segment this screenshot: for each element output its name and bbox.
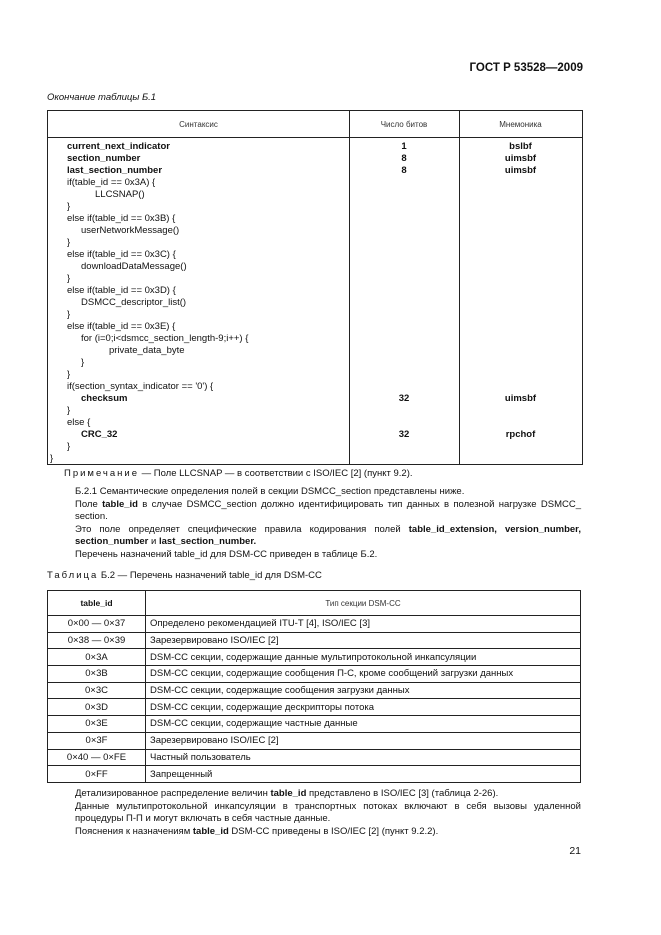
syntax-code: current_next_indicator xyxy=(67,141,170,152)
table-id-cell: 0×FF xyxy=(48,766,146,783)
header-syntax: Синтаксис xyxy=(179,120,218,129)
table-header-row xyxy=(48,591,581,616)
syntax-row xyxy=(48,309,582,321)
table-row xyxy=(48,682,581,699)
mnemonic: uimsbf xyxy=(504,393,537,404)
syntax-row xyxy=(48,153,582,165)
text: и xyxy=(148,536,159,547)
bit-count: 8 xyxy=(401,165,407,176)
syntax-code: downloadDataMessage() xyxy=(81,261,187,272)
text: Пояснения к назначениям xyxy=(75,825,193,837)
syntax-row xyxy=(48,237,582,249)
table-id-cell: 0×3F xyxy=(48,732,146,749)
section-type-cell: DSM-CC секции, содержащие дескрипторы потока xyxy=(146,699,581,716)
text: Поле xyxy=(75,498,103,510)
syntax-row xyxy=(48,285,582,297)
text: в случае DSMCC_section должно идентифицировать тип данных в полезной нагрузке DSMCC_ section. xyxy=(75,498,581,522)
syntax-row xyxy=(48,441,582,453)
syntax-row xyxy=(48,381,582,393)
syntax-code: } xyxy=(67,369,71,380)
paragraph-line xyxy=(47,826,581,839)
table-row xyxy=(48,749,581,766)
footer-paragraphs xyxy=(47,788,581,838)
syntax-code: else if(table_id == 0x3B) { xyxy=(67,213,176,224)
section-type-cell: DSM-CC секции, содержащие сообщения П-С, кроме сообщений загрузки данных xyxy=(146,666,581,683)
syntax-code: } xyxy=(67,309,71,320)
table-row xyxy=(48,632,581,649)
table-row xyxy=(48,666,581,683)
section-type-cell: Определено рекомендацией ITU-T [4], ISO/IEC [3] xyxy=(146,616,581,633)
header-divider xyxy=(48,137,582,138)
text: Это поле определяет специфические правила кодирования полей xyxy=(75,523,409,535)
standard-header: ГОСТ Р 53528—2009 xyxy=(469,62,583,74)
table-id-assignments xyxy=(47,590,581,783)
table-id-cell: 0×3B xyxy=(48,666,146,683)
bit-count: 32 xyxy=(398,429,410,440)
note-label: Примечание xyxy=(64,468,139,479)
section-type-cell: Зарезервировано ISO/IEC [2] xyxy=(146,632,581,649)
syntax-row xyxy=(48,249,582,261)
syntax-code: } xyxy=(67,405,71,416)
syntax-row xyxy=(48,297,582,309)
syntax-code: else { xyxy=(67,417,91,428)
syntax-code: else if(table_id == 0x3C) { xyxy=(67,249,176,260)
syntax-row xyxy=(48,321,582,333)
table1-caption: Окончание таблицы Б.1 xyxy=(47,92,157,103)
text-bold: table_id xyxy=(102,498,138,510)
section-type-cell: Запрещенный xyxy=(146,766,581,783)
syntax-code: last_section_number xyxy=(67,165,163,176)
paragraph-line: Б.2.1 Семантические определения полей в секции DSMCC_section представлены ниже. xyxy=(75,486,465,497)
paragraph-line: Данные мультипротокольной инкапсуляции в транспортных потоках включают в себя вызовы удаленной процедуры П-П и могут включать в себя частные данные. xyxy=(75,800,581,824)
syntax-row xyxy=(48,429,582,441)
syntax-code: for (i=0;i<dsmcc_section_length-9;i++) { xyxy=(81,333,249,344)
table-note xyxy=(64,468,413,479)
syntax-code: } xyxy=(50,453,54,464)
table-id-cell: 0×3E xyxy=(48,716,146,733)
caption-label: Таблица xyxy=(47,570,99,581)
syntax-row xyxy=(48,333,582,345)
header-table-id: table_id xyxy=(48,591,146,616)
mnemonic: rpchof xyxy=(505,429,536,440)
syntax-row xyxy=(48,165,582,177)
syntax-code: private_data_byte xyxy=(109,345,185,356)
paragraph-line xyxy=(47,499,581,524)
syntax-code: } xyxy=(67,441,71,452)
note-text: — Поле LLCSNAP — в соответствии с ISO/IEC [2] (пункт 9.2). xyxy=(139,468,413,479)
syntax-row xyxy=(48,417,582,429)
syntax-row xyxy=(48,273,582,285)
table-row xyxy=(48,616,581,633)
bit-count: 8 xyxy=(401,153,407,164)
table-id-cell: 0×40 — 0×FE xyxy=(48,749,146,766)
syntax-row xyxy=(48,141,582,153)
syntax-code: } xyxy=(81,357,85,368)
table-id-cell: 0×3A xyxy=(48,649,146,666)
section-type-cell: DSM-CC секции, содержащие сообщения загрузки данных xyxy=(146,682,581,699)
header-section-type: Тип секции DSM-CC xyxy=(146,591,581,616)
syntax-row xyxy=(48,261,582,273)
text: Детализированное распределение величин xyxy=(75,788,271,799)
syntax-table xyxy=(47,110,583,465)
text-bold: table_id xyxy=(192,825,229,837)
text-bold: last_section_number. xyxy=(158,536,257,547)
syntax-code: DSMCC_descriptor_list() xyxy=(81,297,187,308)
text-bold: table_id_extension, version_number, section_number xyxy=(75,523,581,547)
syntax-row xyxy=(48,345,582,357)
syntax-row xyxy=(48,225,582,237)
table-row xyxy=(48,766,581,783)
table-id-cell: 0×00 — 0×37 xyxy=(48,616,146,633)
table-id-cell: 0×38 — 0×39 xyxy=(48,632,146,649)
syntax-code: LLCSNAP() xyxy=(95,189,145,200)
text: представлено в ISO/IEC [3] (таблица 2-26). xyxy=(306,788,499,799)
syntax-code: if(table_id == 0x3A) { xyxy=(67,177,156,188)
table-row xyxy=(48,716,581,733)
syntax-row xyxy=(48,393,582,405)
mnemonic: uimsbf xyxy=(504,165,537,176)
text: DSM-CC приведены в ISO/IEC [2] (пункт 9.2.2). xyxy=(228,825,439,837)
syntax-row xyxy=(48,453,582,465)
page-number: 21 xyxy=(569,845,581,857)
mnemonic: uimsbf xyxy=(504,153,537,164)
table2-caption xyxy=(47,570,322,581)
header-bits: Число битов xyxy=(380,120,428,129)
syntax-row xyxy=(48,405,582,417)
table-row xyxy=(48,699,581,716)
syntax-code: if(section_syntax_indicator == '0') { xyxy=(67,381,214,392)
table-id-cell: 0×3C xyxy=(48,682,146,699)
table-body xyxy=(48,616,581,783)
syntax-code: } xyxy=(67,273,71,284)
syntax-code: } xyxy=(67,201,71,212)
mnemonic: bslbf xyxy=(509,141,532,152)
syntax-code: checksum xyxy=(81,393,128,404)
syntax-code: userNetworkMessage() xyxy=(81,225,180,236)
bit-count: 32 xyxy=(398,393,410,404)
syntax-row xyxy=(48,213,582,225)
syntax-row xyxy=(48,201,582,213)
syntax-row xyxy=(48,357,582,369)
section-type-cell: Частный пользователь xyxy=(146,749,581,766)
section-type-cell: DSM-CC секции, содержащие частные данные xyxy=(146,716,581,733)
paragraph-line xyxy=(47,524,581,549)
section-type-cell: Зарезервировано ISO/IEC [2] xyxy=(146,732,581,749)
header-mnemonic: Мнемоника xyxy=(499,120,542,129)
syntax-code: CRC_32 xyxy=(81,429,118,440)
caption-text: Б.2 — Перечень назначений table_id для DSM-CC xyxy=(98,570,322,581)
table-row xyxy=(48,649,581,666)
paragraph-line: Перечень назначений table_id для DSM-CC приведен в таблице Б.2. xyxy=(75,548,378,560)
table-id-cell: 0×3D xyxy=(48,699,146,716)
syntax-row xyxy=(48,189,582,201)
table-row xyxy=(48,732,581,749)
paragraph-semantics xyxy=(47,486,581,561)
bit-count: 1 xyxy=(401,141,407,152)
syntax-code: else if(table_id == 0x3D) { xyxy=(67,285,176,296)
syntax-row xyxy=(48,177,582,189)
syntax-row xyxy=(48,369,582,381)
section-type-cell: DSM-CC секции, содержащие данные мультипротокольной инкапсуляции xyxy=(146,649,581,666)
syntax-code: else if(table_id == 0x3E) { xyxy=(67,321,176,332)
syntax-code: } xyxy=(67,237,71,248)
text-bold: table_id xyxy=(270,788,307,799)
paragraph-line xyxy=(47,788,581,801)
syntax-code: section_number xyxy=(67,153,141,164)
